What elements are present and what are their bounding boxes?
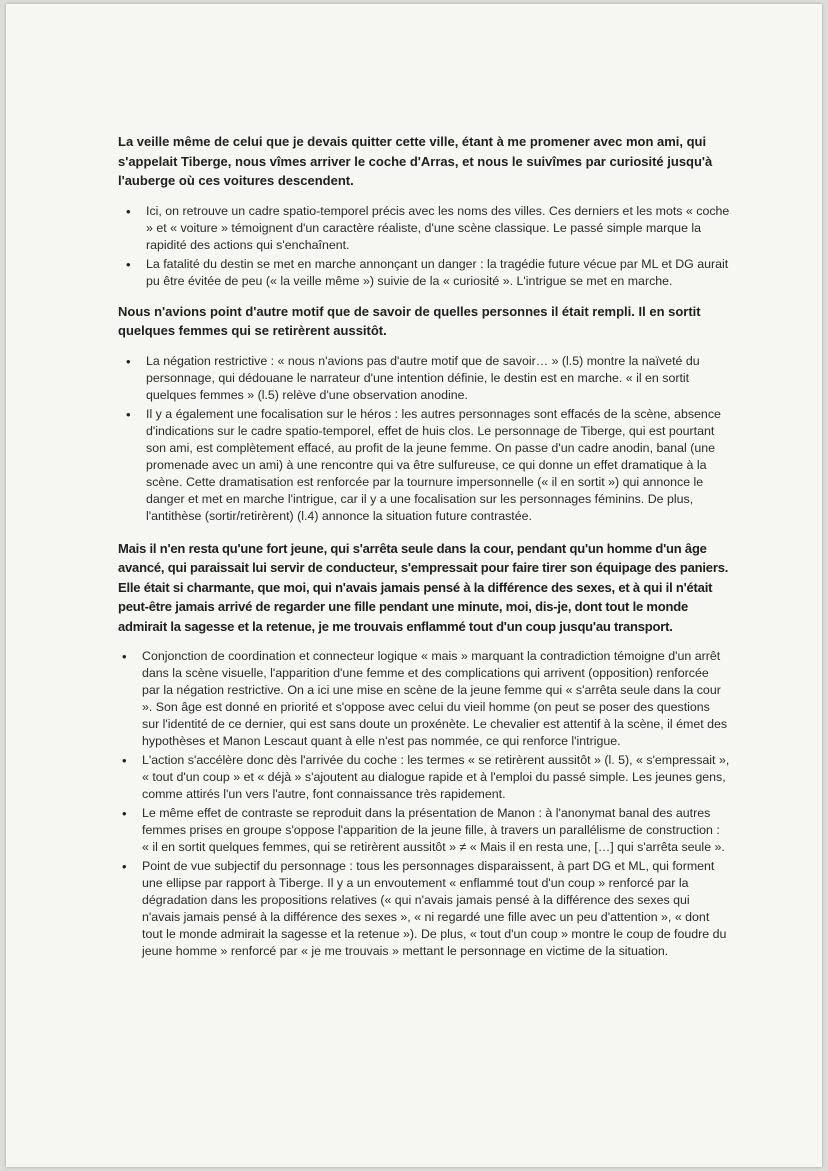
list-item: • L'action s'accélère donc dès l'arrivée du coche : les termes « se retirèrent aussitôt » (l. 5), « s'empressait », « tout d'un coup » et « déjà » s'ajoutent au dialogue rapide et à l'emploi du passé simple. Les jeunes gens, comme attirés l'un vers l'autre, font connaissance très rapidement. bbox=[122, 753, 730, 801]
list-item: • La négation restrictive : « nous n'avions pas d'autre motif que de savoir… » (l.5) montre la naïveté du personnage, qui dédouane le narrateur d'une intention définie, le destin est en marche. « il en sortit quelques femmes » (l.5) relève d'une observation anodine. bbox=[126, 353, 700, 402]
document-page bbox=[6, 4, 822, 1167]
bullet-list-2 bbox=[118, 353, 730, 525]
bullet-icon: • bbox=[122, 859, 127, 874]
bullet-icon: • bbox=[126, 406, 131, 422]
list-item: • Il y a également une focalisation sur le héros : les autres personnages sont effacés de la scène, absence d'indications sur le cadre spatio-temporel, effet de huis clos. Le personnage de Tiberge, qui est pourtant son ami, est complètement effacé, au profit de la jeune femme. On passe d'un cadre anodin, banal (une promenade avec un ami) à une rencontre qui va être sulfureuse, ce qui donne un effet dramatique à la scène. Cette dramatisation est renforcée par la tournure impersonnelle (« il en sortit ») qui annonce le danger et met en marche l'intrigue, car il y a une focalisation sur les personnages féminins. De plus, l'antithèse (sortir/retirèrent) (l.4) annonce la situation future contrastée. bbox=[126, 406, 721, 523]
list-item: • Point de vue subjectif du personnage : tous les personnages disparaissent, à part DG et ML, qui forment une ellipse par rapport à Tiberge. Il y a un envoutement « enflammé tout d'un coup » renforcé par la dégradation dans les propositions relatives (« qui n'avais jamais pensé à la différence des sexes qui n'avais jamais pensé à la différence des sexes », « ni regardé une fille avec un peu d'attention », « dont tout le monde admirait la sagesse et la retenue »). De plus, « tout d'un coup » montre le coup de foudre du jeune homme » renforcé par « je me trouvais » mettant le personnage en victime de la situation. bbox=[122, 859, 727, 958]
bullet-icon: • bbox=[126, 256, 131, 272]
bullet-icon: • bbox=[122, 649, 127, 664]
bullet-icon: • bbox=[126, 353, 131, 369]
bullet-list-3 bbox=[118, 648, 730, 960]
quote-1: La veille même de celui que je devais quitter cette ville, étant à me promener avec mon ami, qui s'appelait Tiberge, nous vîmes arriver le coche d'Arras, et nous le suivîmes par curiosité jusqu'à l'auberge où ces voitures descendent. bbox=[118, 134, 713, 188]
list-item: • La fatalité du destin se met en marche annonçant un danger : la tragédie future vécue par ML et DG aurait pu être évitée de peu (« la veille même ») suivie de la « curiosité ». L'intrigue se met en marche. bbox=[126, 256, 729, 288]
bullet-list-1 bbox=[118, 203, 730, 290]
quote-2: Nous n'avions point d'autre motif que de savoir de quelles personnes il était rempli. Il en sortit quelques femmes qui se retirèrent aussitôt. bbox=[118, 303, 701, 338]
quote-3: Mais il n'en resta qu'une fort jeune, qui s'arrêta seule dans la cour, pendant qu'un homme d'un âge avancé, qui paraissait lui servir de conducteur, s'empressait pour faire tirer son équipage des paniers. Elle était si charmante, que moi, qui n'avais jamais pensé à la différence des sexes, et à qui il n'était peut-être jamais arrivé de regarder une fille pendant une minute, moi, dis-je, dont tout le monde admirait la sagesse et la retenue, je me trouvais enflammé tout d'un coup jusqu'au transport. bbox=[118, 540, 729, 634]
list-item: • Ici, on retrouve un cadre spatio-temporel précis avec les noms des villes. Ces derniers et les mots « coche » et « voiture » témoignent d'un caractère réaliste, d'une scène classique. Le passé simple marque la rapidité des actions qui s'enchaînent. bbox=[126, 203, 730, 252]
document-body bbox=[118, 132, 730, 970]
list-item: • Le même effet de contraste se reproduit dans la présentation de Manon : à l'anonymat banal des autres femmes prises en groupe s'oppose l'apparition de la jeune fille, à travers un parallélisme de construction : « il en sortit quelques femmes, qui se retirèrent aussitôt » ≠ « Mais il en resta une, […] qui s'arrêta seule ». bbox=[122, 806, 725, 854]
bullet-icon: • bbox=[122, 806, 127, 821]
bullet-icon: • bbox=[126, 203, 131, 219]
bullet-icon: • bbox=[122, 753, 127, 768]
list-item: • Conjonction de coordination et connecteur logique « mais » marquant la contradiction témoigne d'un arrêt dans la scène visuelle, l'apparition d'une femme et des complications qui arrivent (opposition) renforcée par la négation restrictive. On a ici une mise en scène de la jeune femme qui « s'arrêta seule dans la cour ». Son âge est donné en priorité et s'oppose avec celui du vieil homme (on peut se poser des questions sur l'identité de ce dernier, qui est sans doute un proxénète. Le chevalier est attentif à la scène, il émet des hypothèses et Manon Lescaut quant à elle n'est pas nommée, ce qui renforce l'intrigue. bbox=[122, 649, 728, 748]
